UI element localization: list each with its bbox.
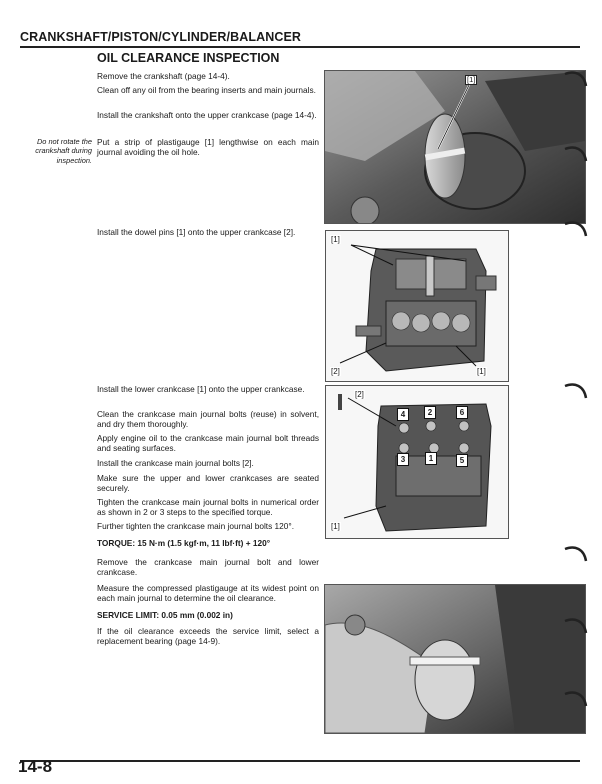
- step-remove-crankshaft: Remove the crankshaft (page 14-4).: [97, 71, 230, 81]
- step-tighten: Tighten the crankcase main journal bolts in numerical order as shown in 2 or 3 steps to the specified torque.: [97, 497, 319, 518]
- step-install-bolts: Install the crankcase main journal bolts [2].: [97, 458, 254, 468]
- step-apply-oil: Apply engine oil to the crankcase main journal bolt threads and seating surfaces.: [97, 433, 319, 454]
- step-dowel-pins: Install the dowel pins [1] onto the upper crankcase [2].: [97, 227, 296, 237]
- margin-tab-mark: [560, 216, 590, 246]
- photo-lower-crankcase-illustration: [326, 386, 508, 538]
- margin-tab-mark: [560, 66, 590, 96]
- step-remove-bolt: Remove the crankcase main journal bolt and lower crankcase.: [97, 557, 319, 578]
- margin-tab-mark: [560, 541, 590, 571]
- fig2-label-2: [2]: [331, 367, 340, 376]
- bolt-number-6: 6: [456, 406, 468, 419]
- page-number: 14-8: [18, 757, 53, 776]
- chapter-title: CRANKSHAFT/PISTON/CYLINDER/BALANCER: [20, 30, 302, 44]
- photo-upper-crankcase-illustration: [326, 231, 508, 381]
- margin-tab-mark: [560, 141, 590, 171]
- service-limit: SERVICE LIMIT: 0.05 mm (0.002 in): [97, 610, 233, 620]
- step-clean-bolts: Clean the crankcase main journal bolts (reuse) in solvent, and dry them thoroughly.: [97, 409, 319, 430]
- step-install-lower: Install the lower crankcase [1] onto the upper crankcase.: [97, 384, 305, 394]
- bolt-number-5: 5: [456, 454, 468, 467]
- fig3-label-2: [2]: [355, 390, 364, 399]
- torque-spec: TORQUE: 15 N·m (1.5 kgf·m, 11 lbf·ft) + 120°: [97, 538, 271, 548]
- bolt-number-1: 1: [425, 452, 437, 465]
- step-exceeds: If the oil clearance exceeds the service limit, select a replacement bearing (page 14-9).: [97, 626, 319, 647]
- step-install-crankshaft: Install the crankshaft onto the upper crankcase (page 14-4).: [97, 110, 317, 120]
- step-clean-oil: Clean off any oil from the bearing inserts and main journals.: [97, 85, 316, 95]
- bolt-number-2: 2: [424, 406, 436, 419]
- margin-tab-mark: [560, 378, 590, 408]
- step-measure: Measure the compressed plastigauge at its widest point on each main journal to determine the oil clearance.: [97, 583, 319, 604]
- fig2-label-1: [1]: [331, 235, 340, 244]
- bolt-number-3: 3: [397, 453, 409, 466]
- bolt-number-4: 4: [397, 408, 409, 421]
- step-make-sure: Make sure the upper and lower crankcases are seated securely.: [97, 473, 319, 494]
- photo-lower-crankcase-bolts: [325, 385, 509, 539]
- fig1-label: [1]: [467, 75, 476, 84]
- photo-upper-crankcase: [325, 230, 509, 382]
- photo-measure-illustration: [325, 585, 585, 733]
- footer-rule: [20, 760, 580, 762]
- margin-tab-mark: [560, 686, 590, 716]
- fig3-label-1: [1]: [331, 522, 340, 531]
- fig2-label-1b: [1]: [477, 367, 486, 376]
- photo-plastigauge-illustration: [325, 71, 585, 223]
- photo-measure-plastigauge: [324, 584, 586, 734]
- header-rule: [20, 46, 580, 48]
- side-note: Do not rotate the crankshaft during inspection.: [35, 137, 92, 165]
- margin-tab-mark: [560, 613, 590, 643]
- step-plastigauge: Put a strip of plastigauge [1] lengthwise on each main journal avoiding the oil hole.: [97, 137, 319, 158]
- section-title: OIL CLEARANCE INSPECTION: [97, 51, 280, 65]
- photo-plastigauge-journal: [324, 70, 586, 224]
- step-further-tighten: Further tighten the crankcase main journal bolts 120°.: [97, 521, 295, 531]
